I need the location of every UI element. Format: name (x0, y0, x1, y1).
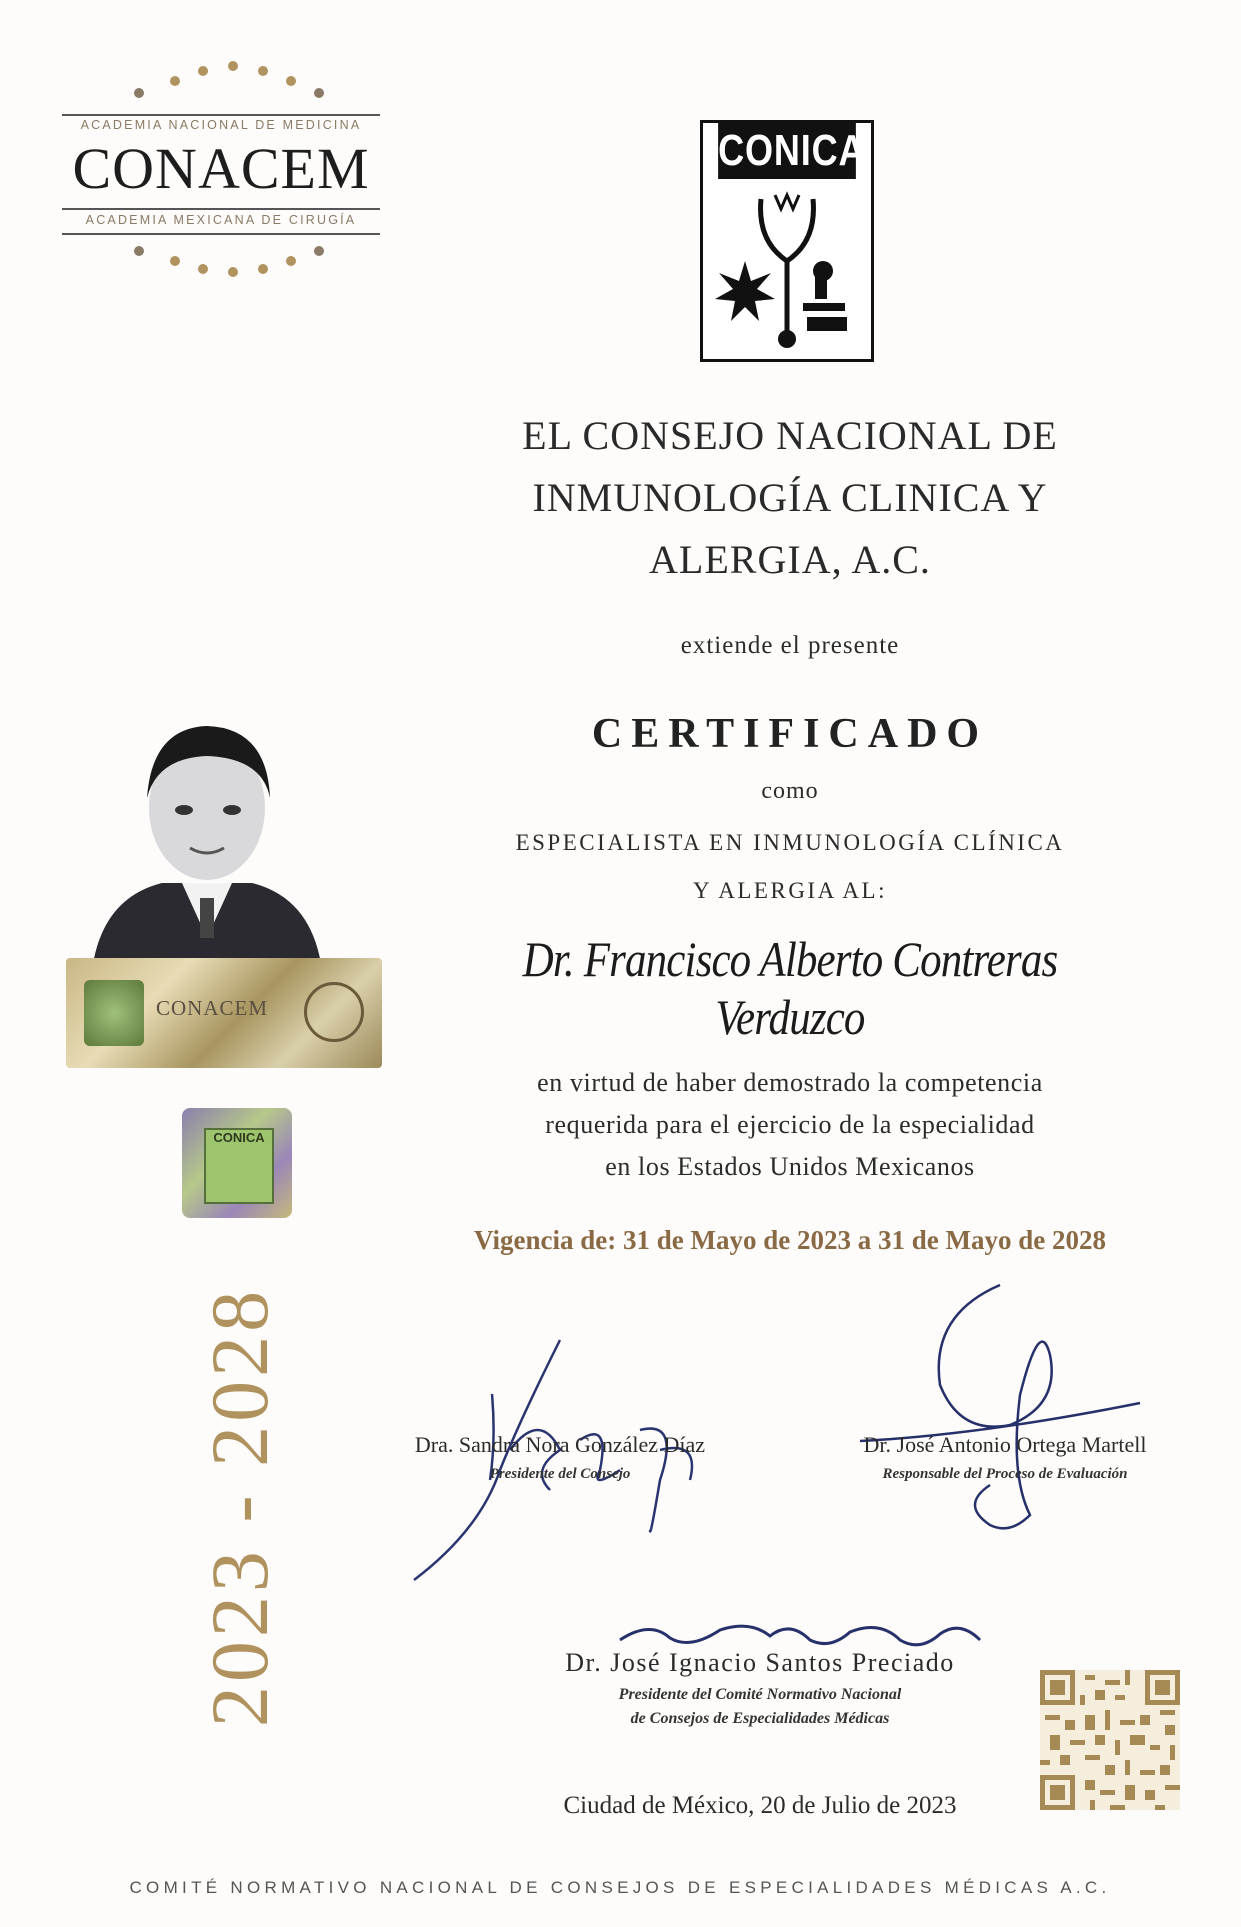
signatory-1-name: Dra. Sandra Nora González Díaz (414, 1432, 706, 1457)
signature-2-scribble (850, 1275, 1160, 1545)
specialty-line-1: ESPECIALISTA EN INMUNOLOGÍA CLÍNICA (515, 830, 1065, 855)
signature-1-scribble (400, 1330, 730, 1590)
validity-period: Vigencia de: 31 de Mayo de 2023 a 31 de Mayo de 2028 (474, 1225, 1106, 1255)
hologram-text: CONACEM (156, 996, 269, 1020)
conacem-name: CONACEM (72, 136, 370, 201)
council-line-3: ALERGIA, A.C. (649, 537, 931, 582)
council-line-2: INMUNOLOGÍA CLINICA Y (532, 475, 1048, 520)
conacem-logo (62, 58, 380, 278)
conacem-bottom-line: ACADEMIA MEXICANA DE CIRUGÍA (85, 213, 357, 227)
signatory-3-name: Dr. José Ignacio Santos Preciado (565, 1648, 955, 1677)
statement-line-2: requerida para el ejercicio de la especialidad (545, 1110, 1035, 1139)
year-range: 2023 - 2028 (194, 1286, 285, 1728)
como-text: como (761, 778, 819, 804)
stethoscope-microscope-icon (703, 181, 871, 357)
conacem-top-line: ACADEMIA NACIONAL DE MEDICINA (80, 118, 362, 132)
footer-organization: COMITÉ NORMATIVO NACIONAL DE CONSEJOS DE ESPECIALIDADES MÉDICAS A.C. (129, 1878, 1111, 1897)
intro-text: extiende el presente (680, 632, 900, 659)
conacem-hologram (66, 958, 382, 1068)
seal-inner-box (204, 1128, 274, 1204)
competence-statement (440, 1062, 1140, 1188)
specialty-line-2: Y ALERGIA AL: (693, 878, 887, 903)
place-and-date: Ciudad de México, 20 de Julio de 2023 (563, 1792, 957, 1819)
certificate-title: CERTIFICADO (591, 711, 989, 757)
seal-emblem-icon (304, 982, 364, 1042)
recipient-photo (72, 698, 342, 970)
signatory-2-name: Dr. José Antonio Ortega Martell (863, 1432, 1147, 1457)
signatory-3-role-line-2: de Consejos de Especialidades Médicas (630, 1710, 890, 1727)
recipient-name: Dr. Francisco Alberto Contreras Verduzco (522, 931, 1058, 1045)
hologram-emblem-icon (84, 980, 144, 1046)
conica-seal-sticker (182, 1108, 292, 1218)
conica-logo (700, 120, 874, 362)
signatory-3-role-line-1: Presidente del Comité Normativo Nacional (618, 1686, 902, 1703)
council-line-1: EL CONSEJO NACIONAL DE (522, 413, 1058, 458)
signatory-1-role: Presidente del Consejo (489, 1466, 631, 1482)
seal-text: CONICA (213, 1130, 265, 1145)
council-name (440, 405, 1140, 591)
statement-line-1: en virtud de haber demostrado la competencia (537, 1068, 1043, 1097)
qr-code (1040, 1670, 1180, 1810)
statement-line-3: en los Estados Unidos Mexicanos (605, 1152, 975, 1181)
signatory-2-role: Responsable del Proceso de Evaluación (882, 1466, 1128, 1482)
conica-name: CONICA (718, 123, 856, 179)
